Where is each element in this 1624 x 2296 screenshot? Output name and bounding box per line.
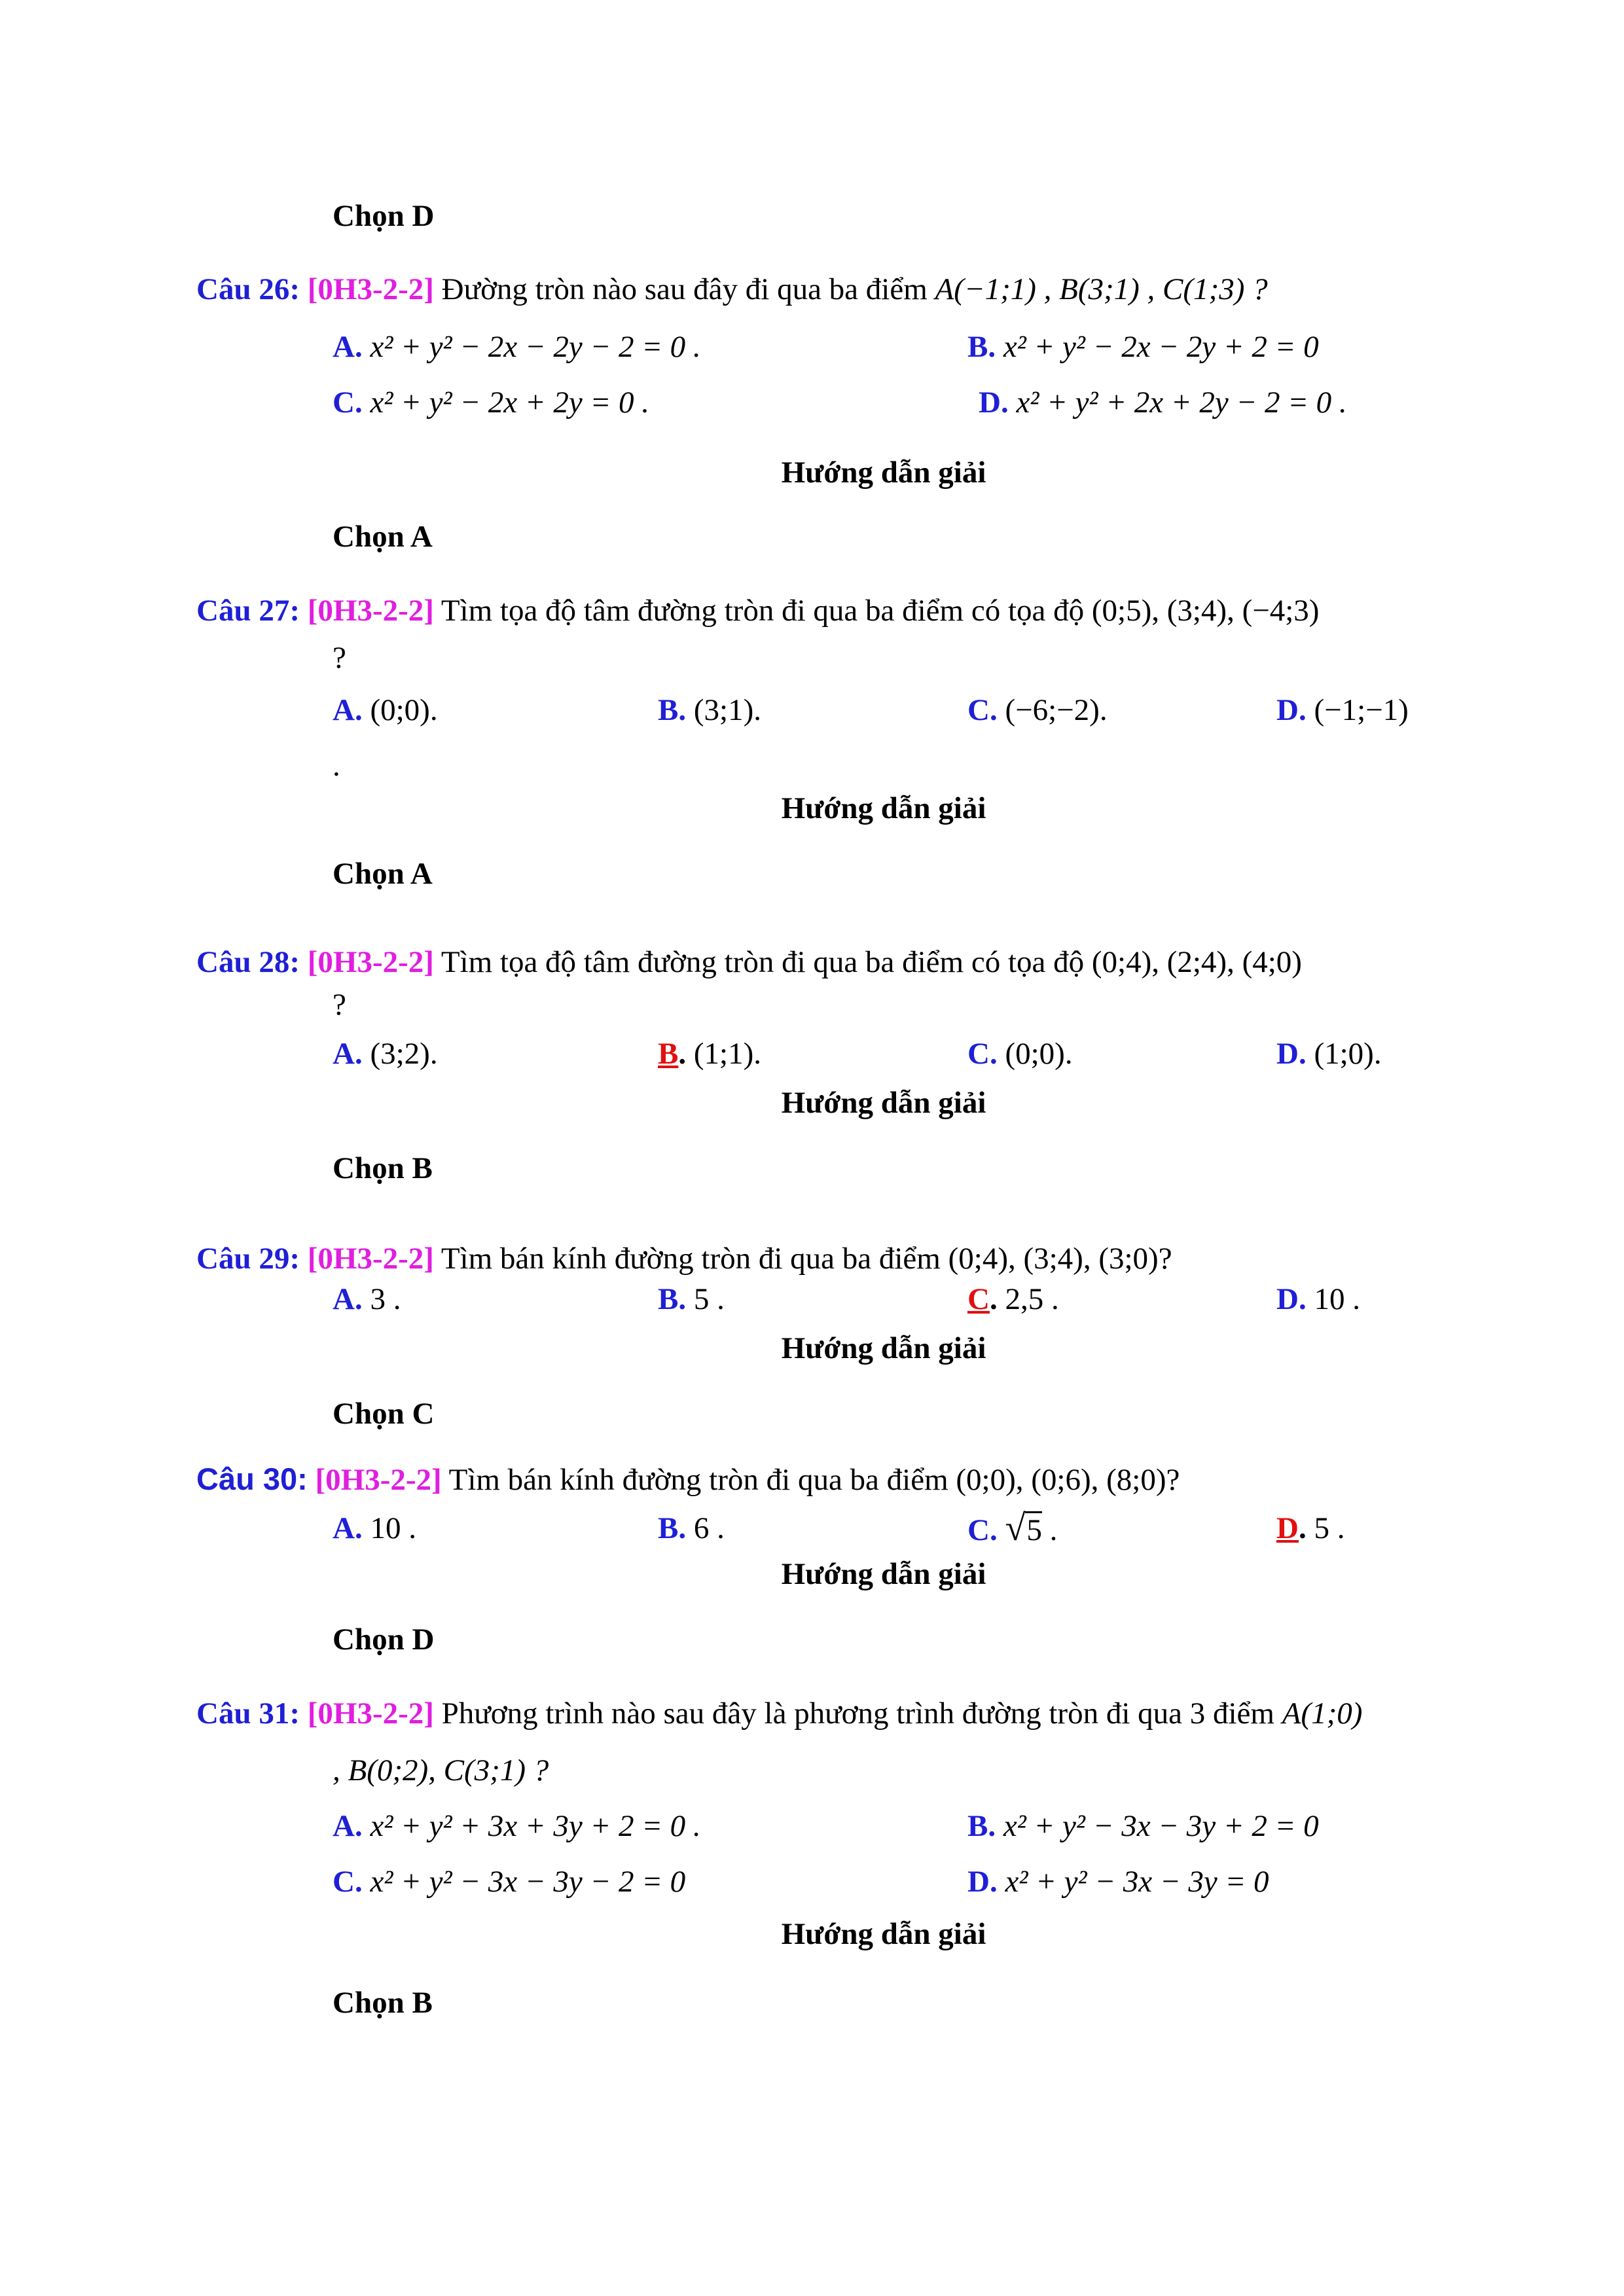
option-text: (1;1). bbox=[693, 1037, 761, 1071]
question-number: Câu 28: bbox=[196, 945, 300, 979]
option-text: 3 . bbox=[370, 1282, 401, 1316]
solution-heading: Hướng dẫn giải bbox=[781, 1917, 986, 1951]
option-label: A bbox=[333, 1282, 355, 1316]
option-text: x² + y² − 3x − 3y + 2 = 0 bbox=[1003, 1809, 1319, 1843]
option-text: 2,5 . bbox=[1005, 1282, 1059, 1316]
radical-sign-icon: √ bbox=[1005, 1508, 1026, 1549]
solution-heading: Hướng dẫn giải bbox=[781, 1331, 986, 1365]
solution-heading: Hướng dẫn giải bbox=[781, 1086, 986, 1120]
option-label: A bbox=[333, 1037, 355, 1071]
option-text: x² + y² − 2x − 2y − 2 = 0 . bbox=[370, 330, 701, 364]
option-label: A bbox=[333, 1809, 355, 1843]
option-text: (−1;−1) bbox=[1314, 693, 1409, 727]
answer-letter: D bbox=[412, 1623, 435, 1657]
option-text: (−6;−2). bbox=[1005, 693, 1108, 727]
question-tag: [0H3-2-2] bbox=[307, 1696, 434, 1731]
option-text: (3;1). bbox=[693, 693, 761, 727]
choose-label: Chọn bbox=[333, 1151, 405, 1185]
option-text: 5 . bbox=[1314, 1511, 1345, 1545]
option-text: x² + y² − 3x − 3y − 2 = 0 bbox=[370, 1865, 686, 1899]
question-text: Đường tròn nào sau đây đi qua ba điểm bbox=[441, 272, 928, 306]
option-d: D. 10 . bbox=[1276, 1282, 1360, 1316]
option-label: B bbox=[967, 330, 988, 364]
question-text: Tìm bán kính đường tròn đi qua ba điểm (0;0), (0;6), (8;0)? bbox=[448, 1463, 1180, 1497]
option-d: D. x² + y² − 3x − 3y = 0 bbox=[967, 1865, 1269, 1899]
option-b: B. x² + y² − 3x − 3y + 2 = 0 bbox=[967, 1809, 1319, 1843]
option-text: 5 bbox=[1025, 1511, 1042, 1547]
question-text: Tìm bán kính đường tròn đi qua ba điểm bbox=[441, 1242, 941, 1276]
square-root bbox=[1005, 1508, 1042, 1549]
question-text: Phương trình nào sau đây là phương trình đường tròn đi qua 3 điểm bbox=[441, 1696, 1274, 1731]
solution-heading: Hướng dẫn giải bbox=[781, 1557, 986, 1591]
question-number: Câu 30: bbox=[196, 1462, 308, 1496]
question-number: Câu 29: bbox=[196, 1242, 300, 1276]
question-30 bbox=[196, 1460, 1180, 1499]
option-b-correct: B. (1;1). bbox=[658, 1037, 761, 1071]
question-text: Tìm tọa độ tâm đường tròn đi qua ba điểm có tọa độ bbox=[441, 945, 1085, 979]
option-c: C. x² + y² − 3x − 3y − 2 = 0 bbox=[333, 1865, 686, 1899]
option-text: x² + y² + 2x + 2y − 2 = 0 . bbox=[1016, 386, 1347, 420]
option-b: B. (3;1). bbox=[658, 693, 761, 727]
option-text: x² + y² − 2x + 2y = 0 . bbox=[370, 386, 649, 420]
option-label: A bbox=[333, 330, 355, 364]
answer-line bbox=[333, 1983, 433, 2022]
option-label: B bbox=[658, 1511, 679, 1545]
option-label: C bbox=[967, 1513, 990, 1547]
option-a: A. 10 . bbox=[333, 1511, 416, 1545]
option-b: B. 5 . bbox=[658, 1282, 725, 1316]
question-points-continued: , B(0;2), C(3;1) ? bbox=[333, 1753, 549, 1787]
question-number: Câu 31: bbox=[196, 1696, 300, 1731]
option-a: A. (0;0). bbox=[333, 693, 438, 727]
question-tag: [0H3-2-2] bbox=[315, 1463, 442, 1497]
answer-letter: D bbox=[412, 199, 435, 233]
option-text: x² + y² + 3x + 3y + 2 = 0 . bbox=[370, 1809, 701, 1843]
question-points: A(1;0) bbox=[1282, 1696, 1363, 1731]
option-text: 5 . bbox=[693, 1282, 725, 1316]
option-text: (1;0). bbox=[1314, 1037, 1382, 1071]
option-label: C bbox=[967, 1282, 990, 1316]
option-label: B bbox=[658, 1282, 679, 1316]
option-a: A. 3 . bbox=[333, 1282, 401, 1316]
option-label: D bbox=[1276, 1037, 1299, 1071]
question-26 bbox=[196, 270, 1268, 309]
option-label: D bbox=[1276, 693, 1299, 727]
question-29 bbox=[196, 1239, 1172, 1278]
option-d-correct: D. 5 . bbox=[1276, 1511, 1345, 1545]
question-points: (0;4), (3;4), (3;0)? bbox=[948, 1242, 1172, 1276]
option-b: B. 6 . bbox=[658, 1511, 725, 1545]
option-a: A. (3;2). bbox=[333, 1037, 438, 1071]
option-text: (0;0). bbox=[1005, 1037, 1073, 1071]
option-label: A bbox=[333, 693, 355, 727]
question-tag: [0H3-2-2] bbox=[307, 594, 434, 628]
option-a: A. x² + y² − 2x − 2y − 2 = 0 . bbox=[333, 330, 701, 364]
question-31 bbox=[196, 1694, 1362, 1733]
option-text: 10 . bbox=[1314, 1282, 1360, 1316]
option-label: B bbox=[967, 1809, 988, 1843]
choose-label: Chọn bbox=[333, 857, 405, 891]
answer-line bbox=[333, 1149, 433, 1188]
choose-label: Chọn bbox=[333, 1986, 405, 2020]
option-d: D. (1;0). bbox=[1276, 1037, 1382, 1071]
solution-heading: Hướng dẫn giải bbox=[781, 791, 986, 825]
option-d: D. (−1;−1) bbox=[1276, 693, 1409, 727]
option-label: D bbox=[979, 386, 1001, 420]
choose-label: Chọn bbox=[333, 520, 405, 554]
question-tag: [0H3-2-2] bbox=[307, 1242, 434, 1276]
option-label: D bbox=[1276, 1511, 1299, 1545]
option-c: C. (−6;−2). bbox=[967, 693, 1108, 727]
option-text: 10 . bbox=[370, 1511, 416, 1545]
answer-line bbox=[333, 1620, 434, 1659]
answer-letter: C bbox=[412, 1397, 435, 1431]
option-label: C bbox=[967, 693, 990, 727]
option-label: C bbox=[967, 1037, 990, 1071]
question-mark: ? bbox=[333, 641, 346, 675]
option-label: D bbox=[967, 1865, 990, 1899]
solution-heading: Hướng dẫn giải bbox=[781, 456, 986, 490]
answer-line bbox=[333, 196, 434, 236]
question-text: Tìm tọa độ tâm đường tròn đi qua ba điểm có tọa độ bbox=[441, 594, 1085, 628]
question-tag: [0H3-2-2] bbox=[307, 945, 434, 979]
answer-letter: B bbox=[412, 1151, 433, 1185]
option-label: D bbox=[1276, 1282, 1299, 1316]
option-label: C bbox=[333, 1865, 355, 1899]
option-label: B bbox=[658, 693, 679, 727]
answer-line bbox=[333, 854, 433, 893]
answer-line bbox=[333, 1394, 434, 1433]
option-text: x² + y² − 2x − 2y + 2 = 0 bbox=[1003, 330, 1319, 364]
choose-label: Chọn bbox=[333, 1397, 405, 1431]
option-c-correct: C. 2,5 . bbox=[967, 1282, 1059, 1316]
question-tag: [0H3-2-2] bbox=[307, 272, 434, 306]
option-text: 6 . bbox=[693, 1511, 725, 1545]
option-b: B. x² + y² − 2x − 2y + 2 = 0 bbox=[967, 330, 1319, 364]
option-label: C bbox=[333, 386, 355, 420]
trailing-dot: . bbox=[333, 749, 340, 783]
option-c: C. (0;0). bbox=[967, 1037, 1073, 1071]
question-number: Câu 27: bbox=[196, 594, 300, 628]
choose-label: Chọn bbox=[333, 1623, 405, 1657]
question-points: (0;4), (2;4), (4;0) bbox=[1091, 945, 1302, 979]
choose-label: Chọn bbox=[333, 199, 405, 233]
question-points: A(−1;1) , B(3;1) , C(1;3) ? bbox=[935, 272, 1268, 306]
option-d: D. x² + y² + 2x + 2y − 2 = 0 . bbox=[979, 386, 1347, 420]
option-label: A bbox=[333, 1511, 355, 1545]
answer-letter: B bbox=[412, 1986, 433, 2020]
option-a: A. x² + y² + 3x + 3y + 2 = 0 . bbox=[333, 1809, 701, 1843]
answer-letter: A bbox=[410, 520, 433, 554]
answer-line bbox=[333, 517, 433, 556]
question-28 bbox=[196, 942, 1302, 982]
question-number: Câu 26: bbox=[196, 272, 300, 306]
option-text: (3;2). bbox=[370, 1037, 438, 1071]
question-mark: ? bbox=[333, 988, 346, 1022]
option-text: x² + y² − 3x − 3y = 0 bbox=[1005, 1865, 1269, 1899]
answer-letter: A bbox=[410, 857, 433, 891]
option-c: C. √5 . bbox=[967, 1508, 1058, 1549]
option-label: B bbox=[658, 1037, 679, 1071]
question-points: (0;5), (3;4), (−4;3) bbox=[1091, 594, 1320, 628]
option-text: (0;0). bbox=[370, 693, 438, 727]
question-27 bbox=[196, 591, 1319, 630]
option-c: C. x² + y² − 2x + 2y = 0 . bbox=[333, 386, 649, 420]
